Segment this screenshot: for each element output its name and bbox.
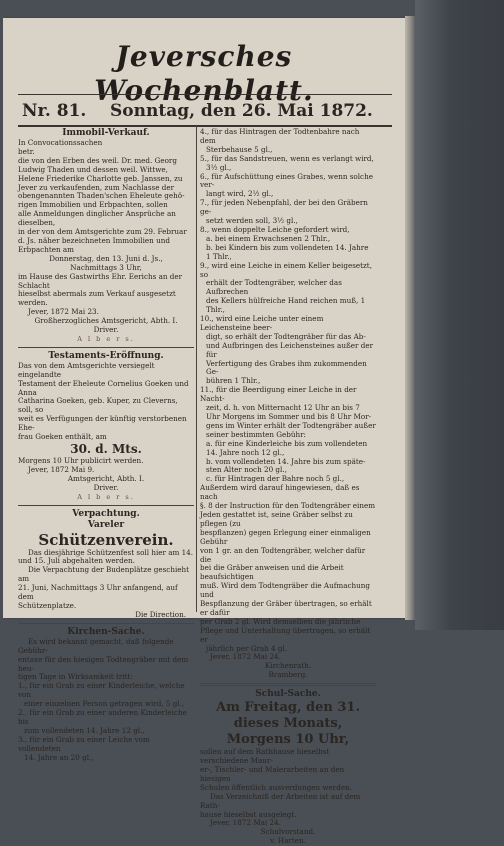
verpachtung-notice	[18, 509, 194, 620]
text-line: des Kellers hülfreiche Hand reichen muß, 1 Thlr.,	[206, 296, 366, 315]
kirchen-heading: Kirchen-Sache.	[67, 626, 145, 637]
text-line: er-, Tischler- und Malerarbeiten an den hiesigen	[200, 765, 345, 783]
text-line: Bespflanzung der Gräber übertragen, so erhält er dafür	[200, 599, 372, 617]
right-column	[200, 127, 376, 846]
text-line: und Aufbringen des Leichensteines außer der für	[206, 340, 374, 359]
schul-notice	[200, 689, 376, 846]
text-line: Amtsgericht, Abth. I.	[67, 473, 145, 483]
immobil-heading: Immobil-Verkauf.	[62, 128, 150, 138]
masthead-rule	[18, 94, 392, 95]
signature: Driver.	[93, 482, 119, 492]
text-line: betr.	[18, 146, 35, 156]
text-line: Nachmittags 3 Uhr,	[70, 262, 142, 272]
text-line: in der von dem Amtsgerichte zum 29. Februar	[18, 227, 187, 237]
text-line: Jever, 1872 Mai 24.	[210, 652, 281, 662]
text-line: bespflanzen) gegen Erlegung einer einmaligen Gebühr	[200, 527, 371, 546]
clerk-stamp: A l b e r s.	[77, 334, 135, 343]
schul-time: Morgens 10 Uhr,	[226, 732, 350, 748]
immobil-notice	[18, 128, 194, 344]
testament-heading: Testaments-Eröffnung.	[48, 350, 164, 361]
text-line: Testament der Eheleute Cornelius Goeken und Anna	[18, 378, 189, 397]
section-separator	[200, 683, 376, 686]
schul-date: Am Freitag, den 31. dieses Monats,	[216, 700, 360, 732]
column-divider	[196, 126, 197, 612]
text-line: Helene Friederike Charlotte geb. Janssen, zu	[18, 173, 183, 183]
text-line: 5., für das Sandstreuen, wenn es verlangt wird,	[200, 153, 374, 163]
text-line: 10., wird eine Leiche unter einem Leichensteine beer-	[200, 314, 324, 332]
text-line: Die Verpachtung der Budenplätze geschieht am	[18, 565, 190, 584]
text-line: Das diesjährige Schützenfest soll hier am 14.	[28, 547, 194, 557]
text-line: frau Goeken enthält, am	[18, 432, 107, 442]
issue-line	[18, 98, 392, 124]
text-line: im Hause des Gastwirths Ehr. Eerichs an der Schlacht	[18, 271, 183, 290]
text-line: entaxe für den hiesigen Todtengräber mit dem heu-	[18, 654, 189, 673]
text-line: Jever, 1872 Mai 24.	[210, 818, 281, 828]
text-line: Schützenplatze.	[18, 600, 77, 610]
text-line: 3½ gl.,	[206, 162, 232, 172]
text-line: Jever zu verkaufenden, zum Nachlasse der	[18, 182, 175, 192]
text-line: In Convocationssachen	[18, 138, 103, 147]
issue-number: Nr. 81.	[22, 101, 87, 121]
text-line: Das Verzeichniß der Arbeiten ist auf dem Rath-	[200, 791, 361, 810]
section-separator	[18, 623, 194, 624]
text-line: Schulvorstand.	[260, 827, 316, 837]
kirchen-continuation	[200, 128, 376, 680]
text-line: hieselbst abermals zum Verkauf ausgesetzt werden.	[18, 289, 176, 308]
text-line: bei die Gräber anweisen und die Arbeit beaufsichtigen	[200, 563, 344, 582]
text-line: Schulen öffentlich ausverdungen werden.	[200, 782, 353, 792]
signature: Driver.	[93, 325, 119, 335]
text-line: Ludwig Thaden und dessen weil. Wittwe,	[18, 164, 168, 174]
text-line: 11., für die Beerdigung einer Leiche in der Nacht-	[200, 385, 357, 404]
testament-notice	[18, 351, 194, 502]
text-line: 14. Jahre an 20 gl.,	[24, 752, 94, 762]
text-line: setzt werden soll, 3½ gl.,	[206, 216, 298, 226]
text-line: 2., für ein Grab zu einer anderen Kinderleiche bis	[18, 708, 187, 726]
text-line: seiner bestimmten Gebühr:	[206, 429, 306, 439]
signature: Die Direction.	[135, 609, 186, 619]
schul-heading: Schul-Sache.	[255, 689, 321, 700]
testament-date: 30. d. Mts.	[70, 442, 142, 456]
section-separator	[18, 347, 194, 348]
signature: v. Harten.	[270, 836, 306, 846]
text-line: Pflege und Unterhaltung übertragen, so erhält er	[200, 625, 371, 644]
text-line: 7., für jeden Nebenpfahl, der bei den Gräbern ge-	[200, 198, 368, 217]
text-line: Jever, 1872 Mai 23.	[28, 307, 99, 317]
text-line: Kirchenrath.	[264, 661, 312, 671]
schuetzenverein-title: Schützenverein.	[38, 530, 174, 549]
text-line: jährlich per Grab 4 gl.	[206, 643, 288, 653]
text-line: Jeden gestattet ist, seine Gräber selbst zu pflegen (zu	[200, 509, 353, 528]
text-line: Morgens 10 Uhr publicirt werden.	[18, 456, 144, 465]
text-line: per Grab 2 gl. Wird demselben die jährliche	[200, 616, 361, 626]
text-line: 1., für ein Grab zu einer Kinderleiche, welche von	[18, 681, 185, 700]
book-binding	[415, 0, 504, 630]
text-line: 9., wird eine Leiche in einem Keller beigesetzt, so	[200, 260, 372, 279]
text-line: 6., für Aufschüttung eines Grabes, wenn solche ver-	[200, 171, 373, 190]
text-line: c. für Hintragen der Bahre noch 5 gl.,	[206, 474, 345, 484]
left-column	[18, 128, 194, 762]
page-edge	[405, 16, 415, 620]
text-line: sollen auf dem Rathhause hieselbst verschiedene Maur-	[200, 747, 330, 766]
text-line: und 15. Juli abgehalten werden.	[18, 556, 135, 566]
text-line: Sterbehause 5 gl.,	[206, 144, 273, 154]
verpachtung-sub: Vareler	[87, 519, 125, 530]
text-line: 21. Juni, Nachmittags 3 Uhr anfangend, auf dem	[18, 583, 178, 602]
text-line: a. bei einem Erwachsenen 2 Thlr.,	[206, 233, 331, 243]
issue-date: Sonntag, den 26. Mai 1872.	[110, 101, 373, 121]
masthead-title: Jeversches Wochenblatt.	[94, 40, 314, 107]
text-line: Uhr Morgens im Sommer und bis 8 Uhr Mor-	[206, 412, 372, 421]
text-line: a. für eine Kinderleiche bis zum vollendeten	[206, 438, 368, 448]
text-line: Bramberg.	[268, 670, 308, 680]
text-line: erhält der Todtengräber, welcher das Aufbrechen	[206, 278, 342, 297]
text-line: hause hieselbst ausgelegt.	[200, 809, 297, 819]
text-line: langt wird, 2½ gl.,	[206, 189, 274, 199]
text-line: 1 Thlr.,	[206, 251, 232, 261]
text-line: die von den Erben des weil. Dr. med. Georg	[18, 155, 177, 165]
text-line: von 1 gr. an den Todtengräber, welcher dafür die	[200, 545, 366, 564]
text-line: Großherzogliches Amtsgericht, Abth. I.	[34, 316, 178, 326]
text-line: d. Js. näher bezeichneten Immobilien und	[18, 235, 170, 245]
clerk-stamp: A l b e r s.	[77, 492, 135, 501]
text-line: b. vom vollendeten 14. Jahre bis zum späte-	[206, 456, 366, 466]
text-line: digt, so erhält der Todtengräber für das Ab-	[206, 331, 366, 341]
text-line: Außerdem wird darauf hingewiesen, daß es nach	[200, 483, 360, 502]
text-line: Donnerstag, den 13. Juni d. Js.,	[49, 253, 163, 263]
text-line: 4., für das Hintragen der Todtenbahre nach dem	[200, 127, 360, 145]
text-line: Es wird bekannt gemacht, daß folgende Gebühr-	[18, 636, 174, 655]
text-line: §. 8 der Instruction für den Todtengräber einem	[200, 501, 376, 511]
text-line: weit es Verfügungen der künftig verstorbenen Ehe-	[18, 414, 187, 433]
text-line: Verfertigung des Grabes ihm zukommenden Ge-	[206, 358, 367, 377]
text-line: sten Alter noch 20 gl.,	[206, 465, 287, 475]
text-line: zeit, d. h. von Mitternacht 12 Uhr an bis 7	[206, 403, 360, 413]
text-line: Jever, 1872 Mai 9.	[28, 464, 95, 474]
kirchen-notice	[18, 627, 194, 763]
text-line: alle Anmeldungen dinglicher Ansprüche an dieselben,	[18, 209, 176, 228]
text-line: obengenannten Thaden'schen Eheleute gehö-	[18, 191, 185, 201]
text-line: zum vollendeten 14. Jahre 12 gl.,	[24, 725, 145, 735]
text-line: einer einzelnen Person getragen wird, 5 gl.,	[24, 699, 185, 709]
text-line: 8., wenn doppelte Leiche gefordert wird,	[200, 224, 350, 234]
text-line: gens im Winter erhält der Todtengräber außer	[206, 420, 376, 430]
text-line: Erbpachten am	[18, 244, 74, 254]
text-line: tigen Tage in Wirksamkeit tritt:	[18, 672, 133, 682]
text-line: bühren 1 Thlr.,	[206, 376, 261, 386]
text-line: Das von dem Amtsgerichte versiegelt eingelandte	[18, 360, 155, 379]
text-line: 14. Jahre noch 12 gl.,	[206, 447, 285, 457]
text-line: 3., für ein Grab zu einer Leiche vom vollendeten	[18, 734, 150, 753]
text-line: muß. Wird dem Todtengräber die Aufmachung und	[200, 581, 371, 600]
text-line: rigen Immobilien und Erbpachten, sollen	[18, 200, 168, 210]
section-separator	[18, 505, 194, 506]
verpachtung-heading: Verpachtung.	[72, 508, 140, 519]
text-line: Catharina Goeken, geb. Kuper, zu Cleverns, soll, so	[18, 396, 178, 415]
text-line: b. bei Kindern bis zum vollendeten 14. Jahre	[206, 242, 369, 252]
